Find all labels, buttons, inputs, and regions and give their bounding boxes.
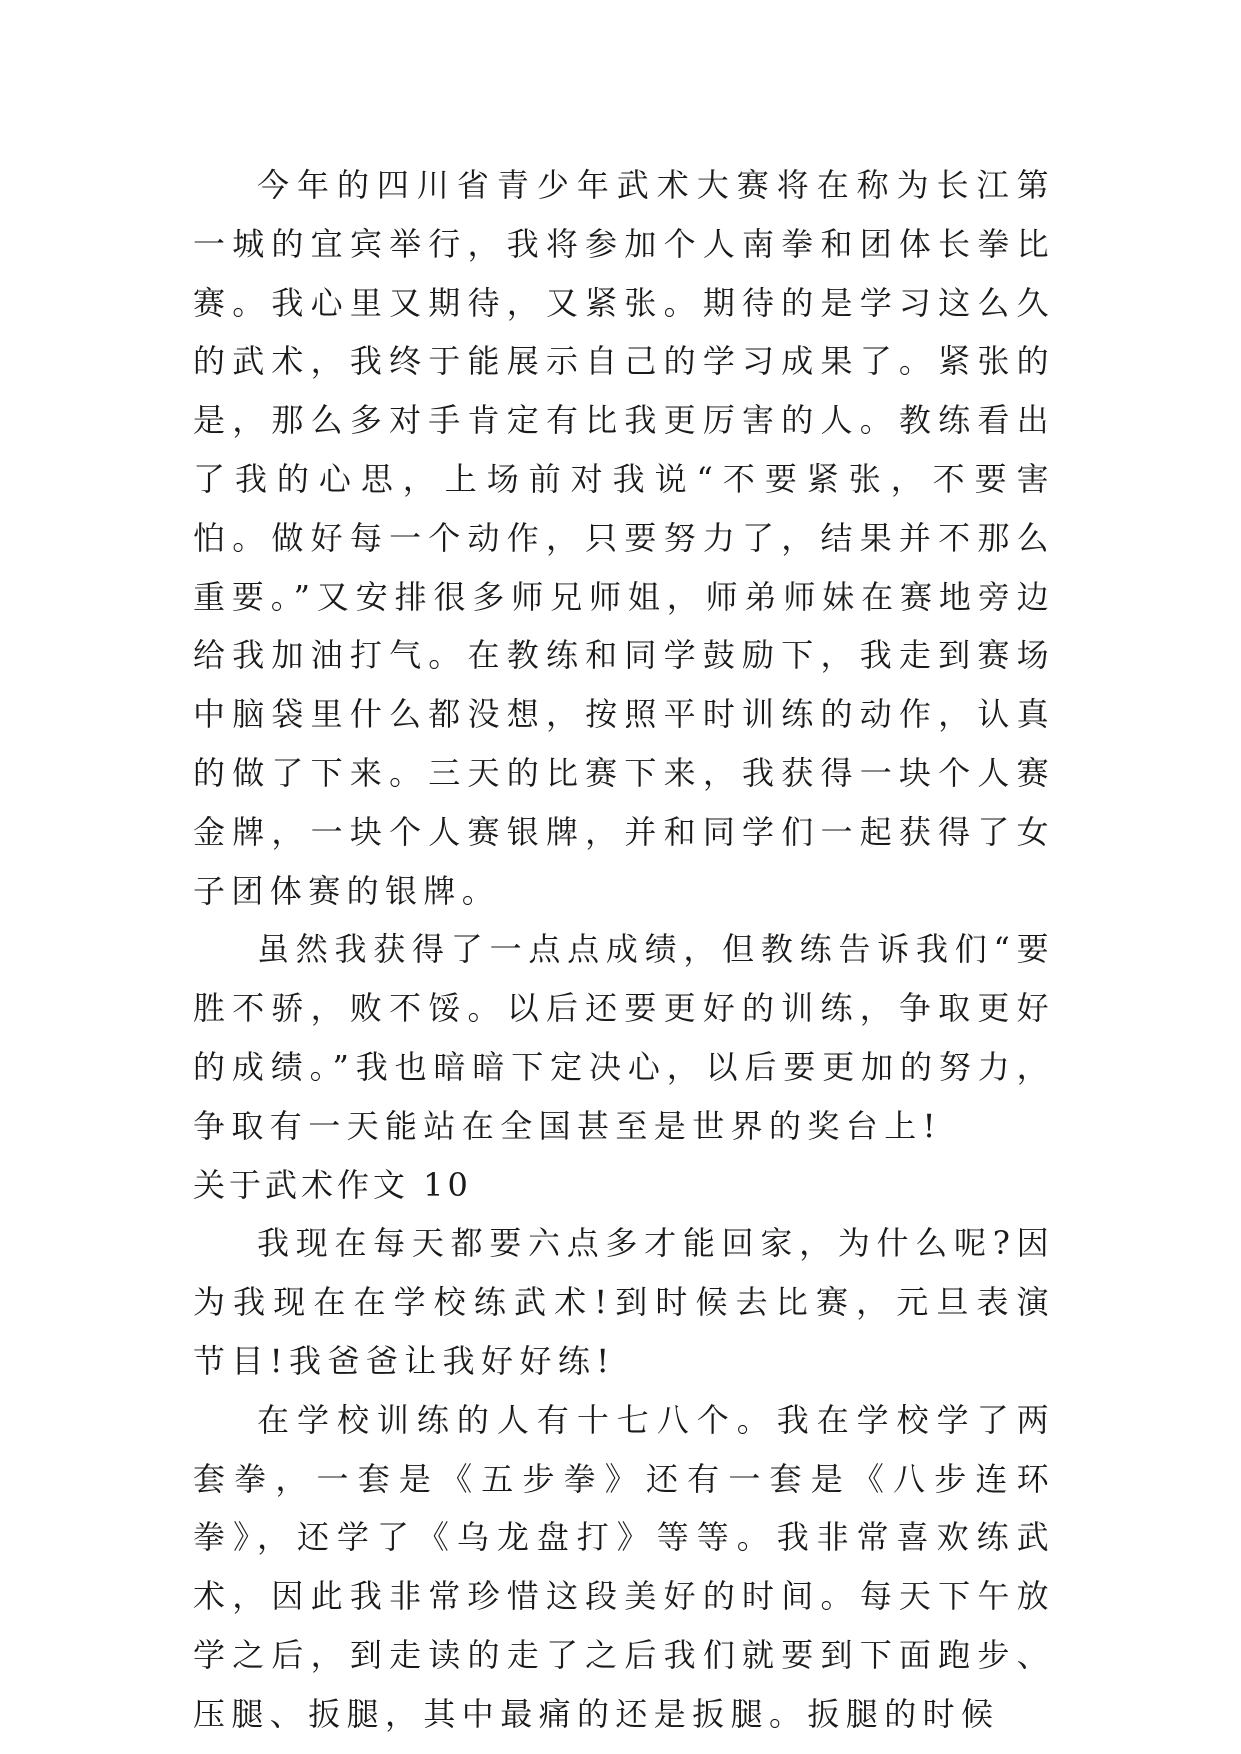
paragraph-daily-practice: 我现在每天都要六点多才能回家，为什么呢?因为我现在在学校练武术!到时候去比赛，元旦表演节目!我爸爸让我好好练! [193,1224,1055,1380]
paragraph-coach-advice: 虽然我获得了一点点成绩，但教练告诉我们“要胜不骄，败不馁。以后还要更好的训练，争取更好的成绩。”我也暗暗下定决心，以后要更加的努力，争取有一天能站在全国甚至是世界的奖台上! [193,930,1055,1145]
essay-body [193,156,1055,1744]
paragraph-school-training: 在学校训练的人有十七八个。我在学校学了两套拳，一套是《五步拳》还有一套是《八步连环拳》，还学了《乌龙盘打》等等。我非常喜欢练武术，因此我非常珍惜这段美好的时间。每天下午放学之后，到走读的走了之后我们就要到下面跑步、压腿、扳腿，其中最痛的还是扳腿。扳腿的时候 [193,1400,1055,1733]
section-title: 关于武术作文 10 [193,1165,472,1204]
paragraph-competition: 今年的四川省青少年武术大赛将在称为长江第一城的宜宾举行，我将参加个人南拳和团体长拳比赛。我心里又期待，又紧张。期待的是学习这么久的武术，我终于能展示自己的学习成果了。紧张的是，那么多对手肯定有比我更厉害的人。教练看出了我的心思，上场前对我说“不要紧张，不要害怕。做好每一个动作，只要努力了，结果并不那么重要。”又安排很多师兄师姐，师弟师妹在赛地旁边给我加油打气。在教练和同学鼓励下，我走到赛场中脑袋里什么都没想，按照平时训练的动作，认真的做了下来。三天的比赛下来，我获得一块个人赛金牌，一块个人赛银牌，并和同学们一起获得了女子团体赛的银牌。 [193,166,1055,910]
